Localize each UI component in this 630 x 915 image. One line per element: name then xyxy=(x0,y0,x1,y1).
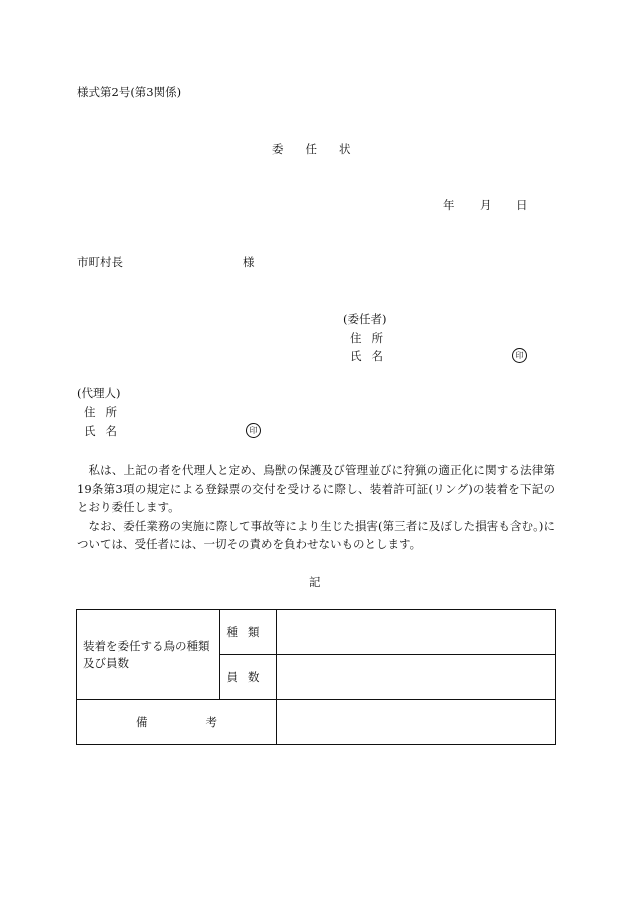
delegation-table xyxy=(76,609,556,745)
liability-paragraph: なお、委任業務の実施に際して事故等により生じた損害(第三者に及ぼした損害も含む。)については、受任者には、一切その責めを負わせないものとします。 xyxy=(77,518,555,552)
principal-seal-mark: 印 xyxy=(512,348,527,363)
delegation-paragraph: 私は、上記の者を代理人と定め、鳥獣の保護及び管理並びに狩猟の適正化に関する法律第19条第3項の規定による登録票の交付を受けるに際し、装着許可証(リング)の装着を下記のとおり委任します。 xyxy=(77,463,555,515)
remarks-value-cell[interactable] xyxy=(277,700,556,745)
remarks-label-part2: 考 xyxy=(205,715,217,729)
agent-heading: (代理人) xyxy=(77,386,121,400)
ki-heading: 記 xyxy=(309,575,321,589)
delegation-statement xyxy=(77,461,555,554)
form-number: 様式第2号(第3関係) xyxy=(77,85,182,99)
agent-name-label: 氏名 xyxy=(84,424,127,438)
remarks-label-part1: 備 xyxy=(136,715,148,729)
table-row xyxy=(77,700,556,745)
date-month-label: 月 xyxy=(480,198,492,212)
principal-name-label: 氏名 xyxy=(350,349,393,363)
remarks-label-cell xyxy=(77,700,277,745)
date-day-label: 日 xyxy=(516,198,528,212)
type-value-cell[interactable] xyxy=(277,610,556,655)
agent-seal-mark: 印 xyxy=(246,423,261,438)
principal-heading: (委任者) xyxy=(343,312,387,326)
date-year-label: 年 xyxy=(443,198,455,212)
document-title: 委任状 xyxy=(272,142,373,156)
principal-address-label: 住所 xyxy=(350,331,393,345)
subject-label-cell: 装着を委任する鳥の種類及び員数 xyxy=(77,610,220,700)
agent-address-label: 住所 xyxy=(84,405,127,419)
count-value-cell[interactable] xyxy=(277,655,556,700)
type-label-cell: 種類 xyxy=(220,610,277,655)
addressee-name: 市町村長 xyxy=(77,255,123,269)
count-label-cell: 員数 xyxy=(220,655,277,700)
addressee-suffix: 様 xyxy=(243,255,255,269)
table-row xyxy=(77,610,556,655)
